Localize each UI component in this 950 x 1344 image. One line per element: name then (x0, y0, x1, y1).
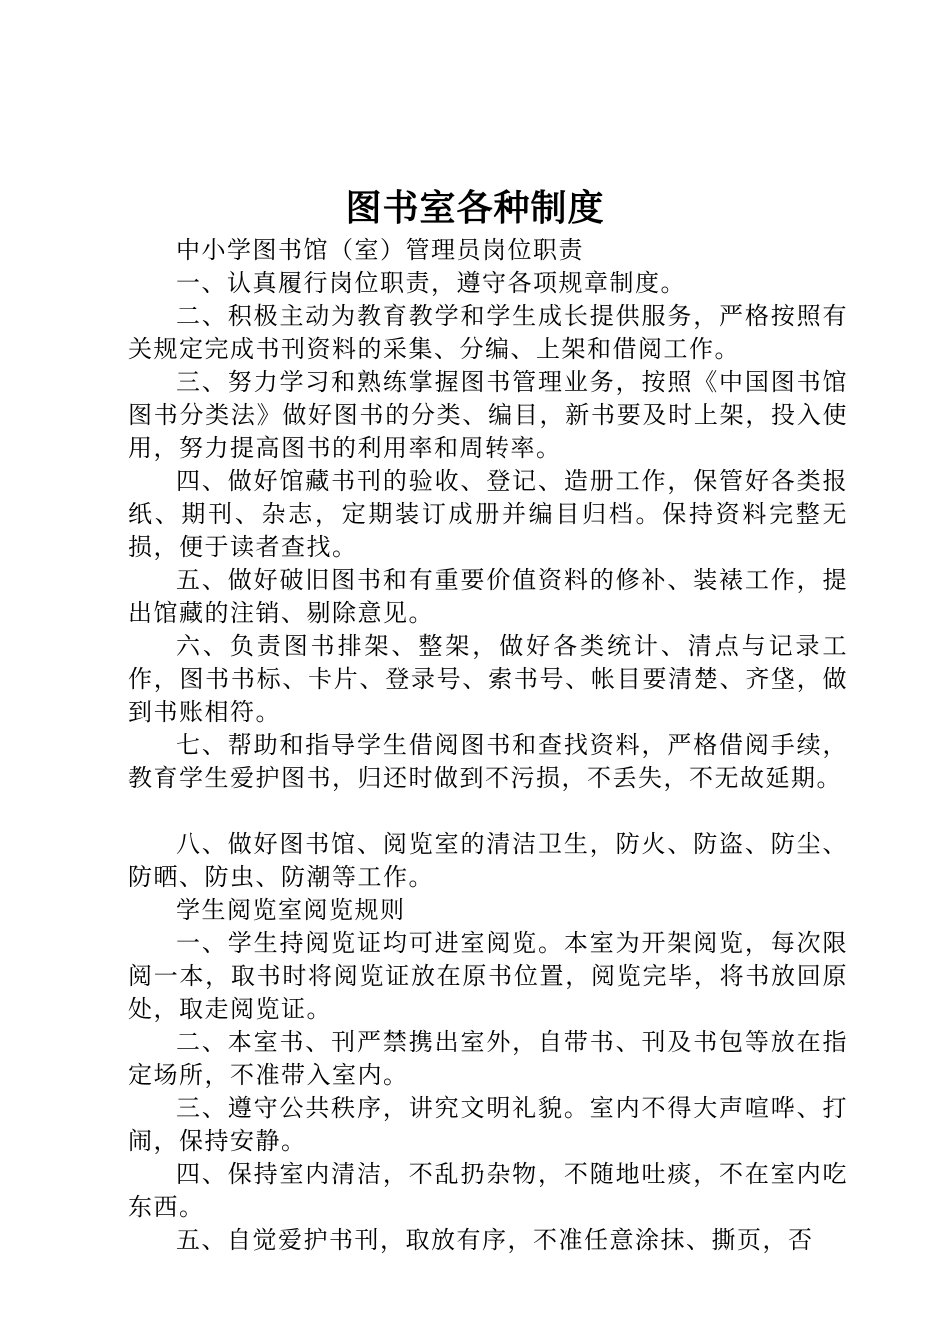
rule-item-5: 五、自觉爱护书刊，取放有序，不准任意涂抹、撕页，否 (176, 1226, 814, 1254)
rule-item-4: 四、保持室内清洁，不乱扔杂物，不随地吐痰，不在室内吃东西。 (128, 1160, 848, 1221)
document-title: 图书室各种制度 (345, 187, 605, 229)
duty-item-4: 四、做好馆藏书刊的验收、登记、造册工作，保管好各类报纸、期刊、杂志，定期装订成册并编目归档。保持资料完整无损，便于读者查找。 (128, 467, 848, 561)
duty-item-5: 五、做好破旧图书和有重要价值资料的修补、装裱工作，提出馆藏的注销、剔除意见。 (128, 566, 848, 627)
duty-item-6: 六、负责图书排架、整架，做好各类统计、清点与记录工作，图书书标、卡片、登录号、索书号、帐目要清楚、齐垡，做到书账相符。 (128, 632, 848, 726)
duty-item-1: 一、认真履行岗位职责，遵守各项规章制度。 (176, 269, 686, 297)
duty-item-3: 三、努力学习和熟练掌握图书管理业务，按照《中国图书馆图书分类法》做好图书的分类、编目，新书要及时上架，投入使用，努力提高图书的利用率和周转率。 (128, 368, 848, 462)
rule-item-2: 二、本室书、刊严禁携出室外，自带书、刊及书包等放在指定场所，不准带入室内。 (128, 1028, 848, 1089)
duty-item-7: 七、帮助和指导学生借阅图书和查找资料，严格借阅手续，教育学生爱护图书，归还时做到不污损，不丢失，不无故延期。 (128, 731, 848, 792)
document-body (128, 234, 848, 1257)
duty-item-8: 八、做好图书馆、阅览室的清洁卫生，防火、防盗、防尘、防晒、防虫、防潮等工作。 (128, 830, 848, 891)
rule-item-1: 一、学生持阅览证均可进室阅览。本室为开架阅览，每次限阅一本，取书时将阅览证放在原书位置，阅览完毕，将书放回原处，取走阅览证。 (128, 929, 848, 1023)
rule-item-3: 三、遵守公共秩序，讲究文明礼貌。室内不得大声喧哗、打闹，保持安静。 (128, 1094, 848, 1155)
section-heading-reading-rules: 学生阅览室阅览规则 (176, 896, 406, 924)
duty-item-2: 二、积极主动为教育教学和学生成长提供服务，严格按照有关规定完成书刊资料的采集、分编、上架和借阅工作。 (128, 302, 848, 363)
section-heading-librarian-duties: 中小学图书馆（室）管理员岗位职责 (176, 236, 584, 264)
